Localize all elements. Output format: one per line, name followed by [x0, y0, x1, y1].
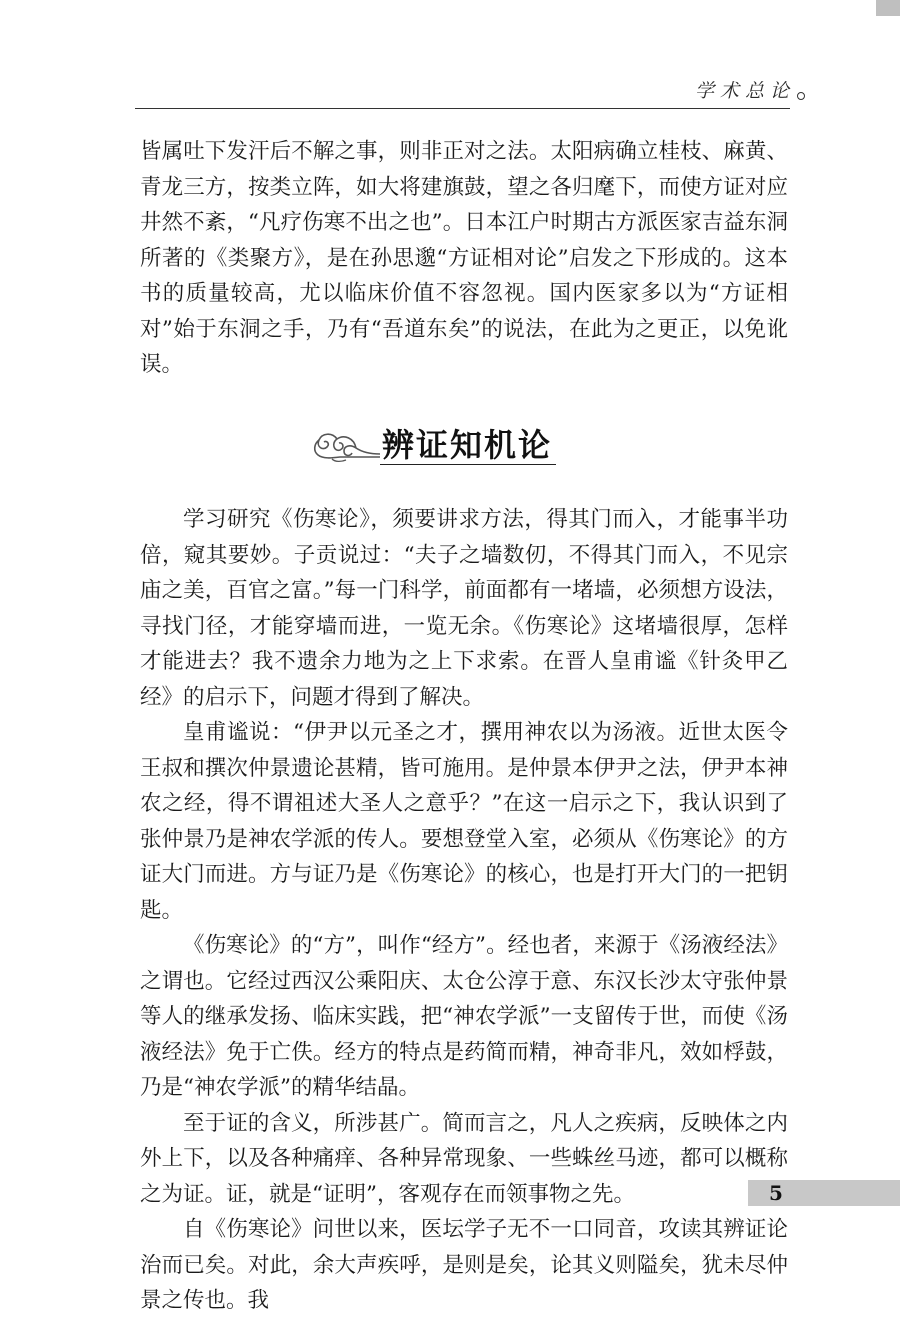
paragraph: 至于证的含义，所涉甚广。简而言之，凡人之疾病，反映体之内外上下，以及各种痛痒、各种异常现象、一些蛛丝马迹，都可以概称之为证。证，就是“证明”，客观存在而领事物之先。: [140, 1110, 788, 1207]
header-rule: [135, 108, 790, 109]
section-heading: [310, 418, 553, 474]
section-body: [140, 502, 788, 1319]
running-head: [655, 76, 795, 110]
paragraph: 自《伤寒论》问世以来，医坛学子无不一口同音，攻读其辨证论治而已矣。对此，余大声疾呼，是则是矣，论其义则隘矣，犹未尽仲景之传也。我: [140, 1217, 788, 1313]
cloud-ornament-icon: [310, 424, 384, 464]
corner-tab: [876, 0, 900, 16]
paragraph-continued: 皆属吐下发汗后不解之事，则非正对之法。太阳病确立桂枝、麻黄、青龙三方，按类立阵，如大将建旗鼓，望之各归麾下，而使方证对应井然不紊，“凡疗伤寒不出之也”。日本江户时期古方派医家吉益东洞所著的《类聚方》，是在孙思邈“方证相对论”启发之下形成的。这本书的质量较高，尤以临床价值不容忽视。国内医家多以为“方证相对”始于东洞之手，乃有“吾道东矣”的说法，在此为之更正，以免讹误。: [140, 139, 788, 377]
section-title-underline: [380, 464, 556, 465]
paragraph: 皇甫谧说：“伊尹以元圣之才，撰用神农以为汤液。近世太医令王叔和撰次仲景遗论甚精，皆可施用。是仲景本伊尹之法，伊尹本神农之经，得不谓祖述大圣人之意乎？”在这一启示之下，我认识到了张仲景乃是神农学派的传人。要想登堂入室，必须从《伤寒论》的方证大门而进。方与证乃是《伤寒论》的核心，也是打开大门的一把钥匙。: [140, 720, 788, 923]
running-head-dot-icon: [797, 92, 805, 100]
running-head-text: 学术总论: [694, 80, 795, 102]
page-number: 5: [769, 1181, 783, 1205]
section-title: 辨证知机论: [382, 426, 553, 464]
top-text-block: [140, 134, 788, 383]
paragraph: 学习研究《伤寒论》，须要讲求方法，得其门而入，才能事半功倍，窥其要妙。子贡说过：“夫子之墙数仞，不得其门而入，不见宗庙之美，百官之富。”每一门科学，前面都有一堵墙，必须想方设法，寻找门径，才能穿墙而进，一览无余。《伤寒论》这堵墙很厚，怎样才能进去？我不遗余力地为之上下求索。在晋人皇甫谧《针灸甲乙经》的启示下，问题才得到了解决。: [140, 507, 788, 710]
paragraph: 《伤寒论》的“方”，叫作“经方”。经也者，来源于《汤液经法》之谓也。它经过西汉公乘阳庆、太仓公淳于意、东汉长沙太守张仲景等人的继承发扬、临床实践，把“神农学派”一支留传于世，而使《汤液经法》免于亡佚。经方的特点是药简而精，神奇非凡，效如桴鼓，乃是“神农学派”的精华结晶。: [140, 933, 788, 1100]
